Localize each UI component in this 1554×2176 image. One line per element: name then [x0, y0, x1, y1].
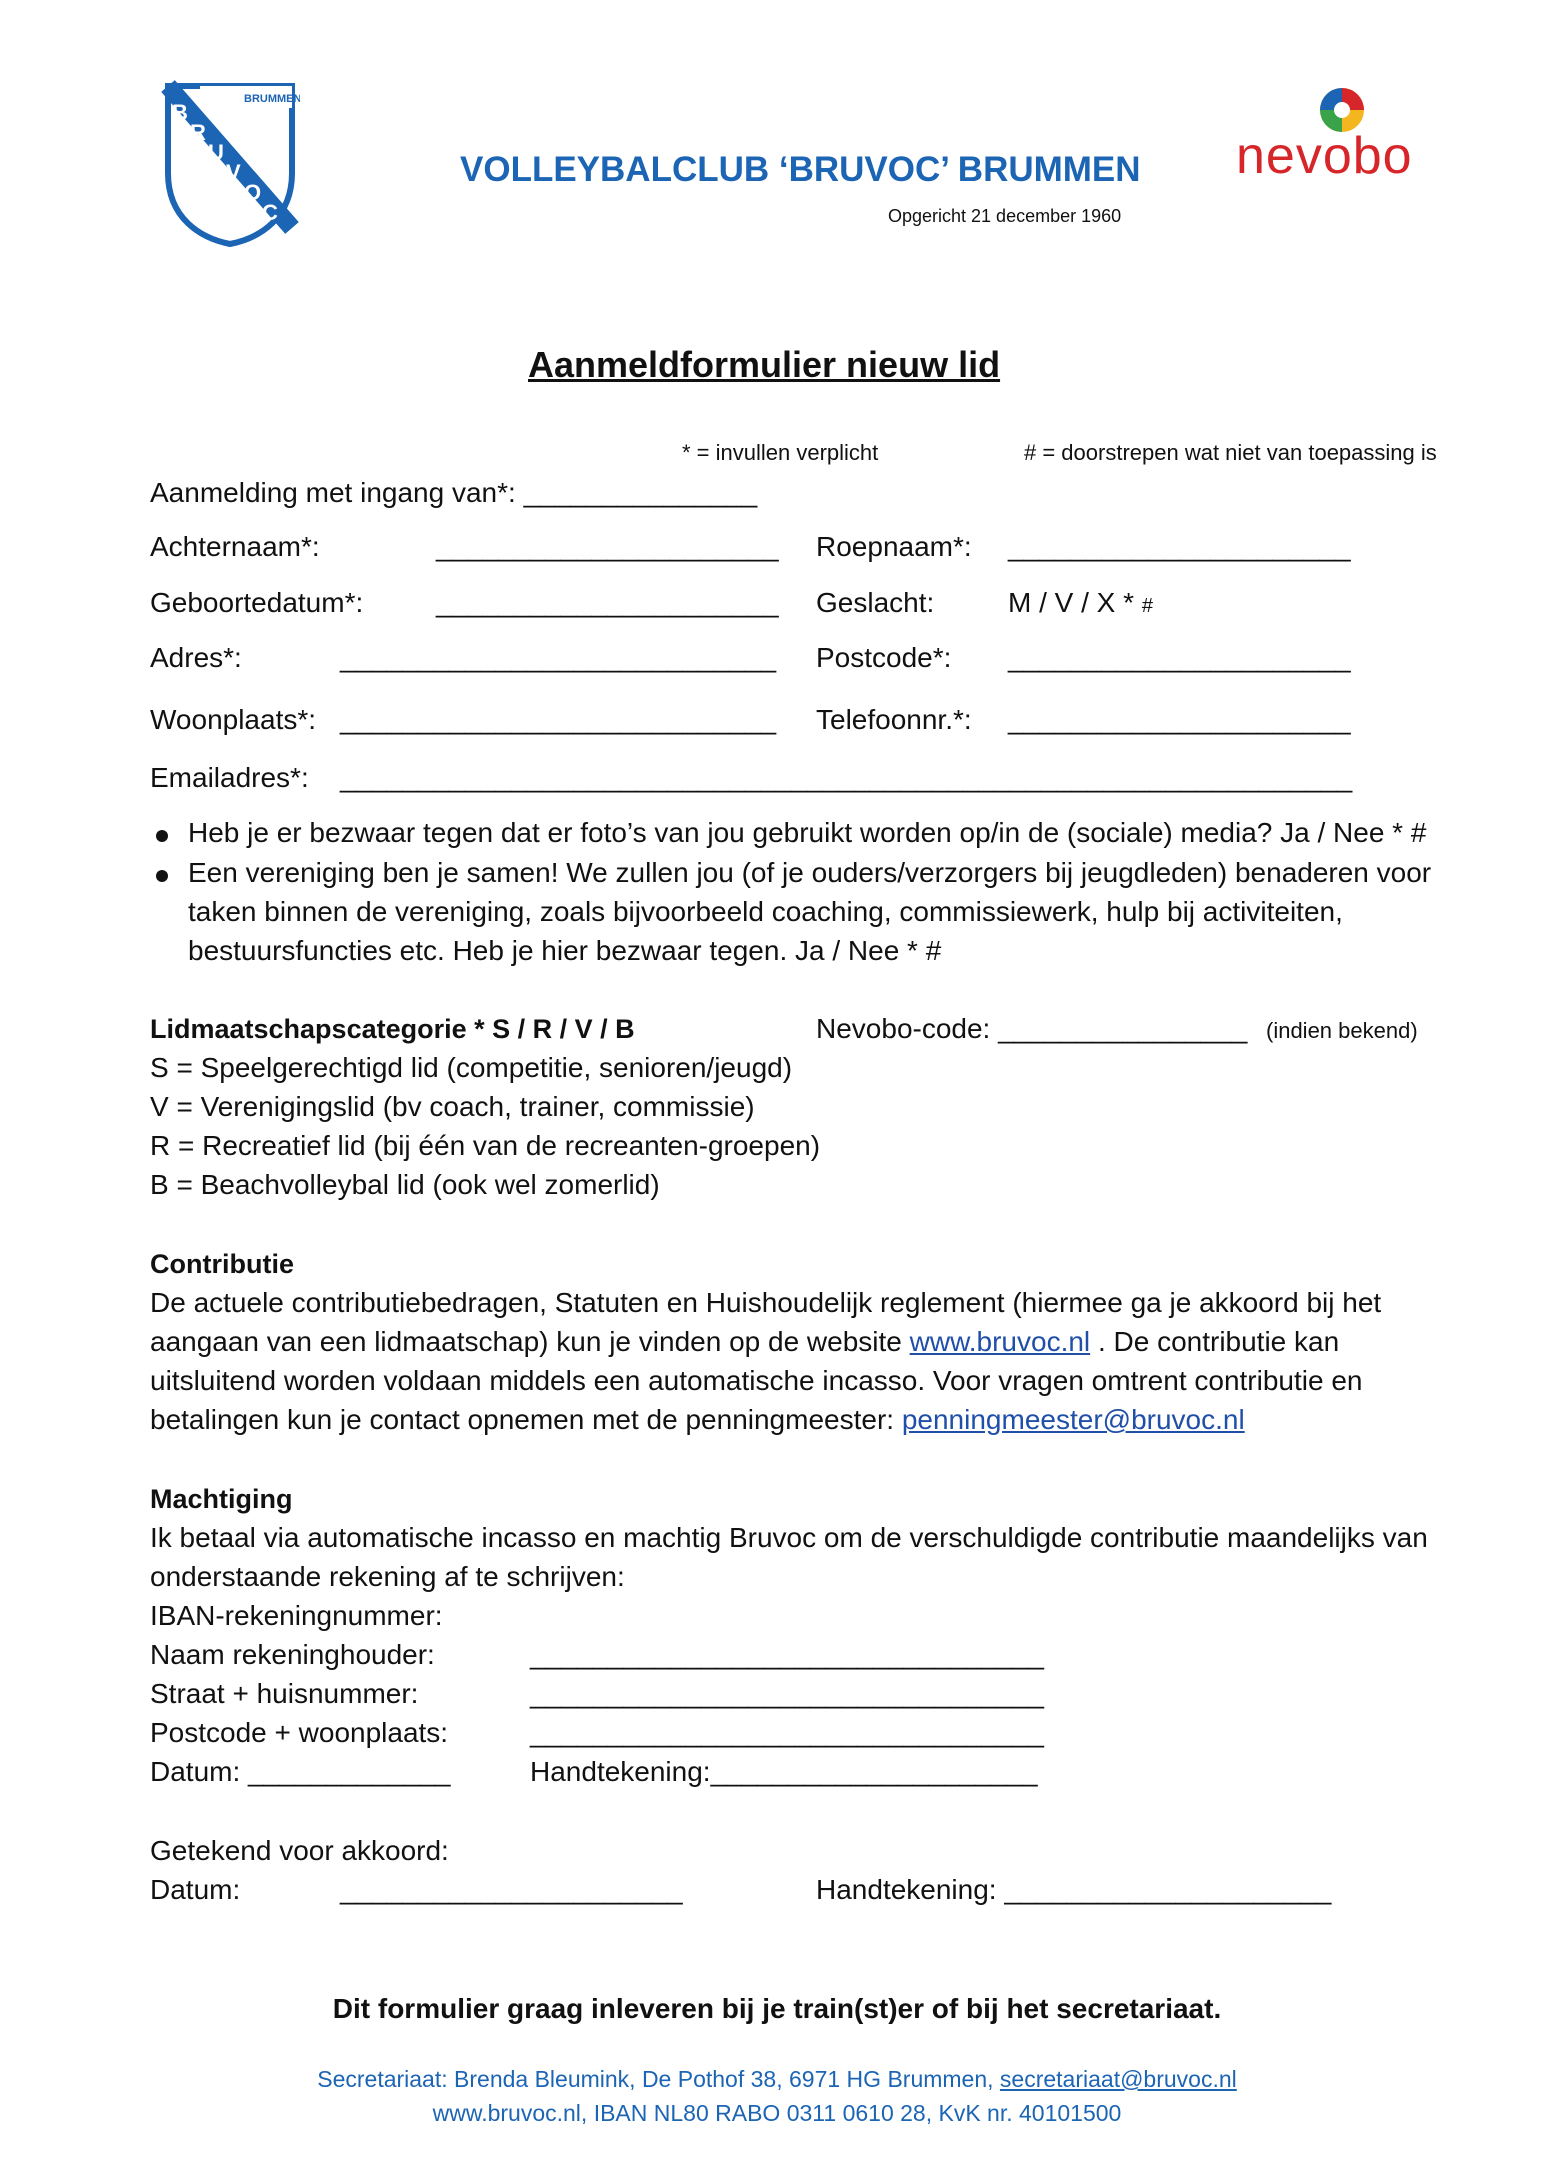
postcode-label: Postcode*:	[816, 642, 952, 673]
logo-letter: U	[208, 140, 224, 165]
gender-hash: #	[1141, 595, 1153, 617]
footer-secretariat-text: Secretariaat: Brenda Bleumink, De Pothof 38, 6971 HG Brummen,	[317, 2066, 994, 2092]
postcode-field[interactable]: ______________________	[1008, 642, 1351, 673]
account-holder-label: Naam rekeninghouder:	[150, 1639, 435, 1670]
lastname-label: Achternaam*:	[150, 531, 320, 562]
bullet-dot	[156, 870, 168, 882]
machtiging-line2: onderstaande rekening af te schrijven:	[150, 1561, 625, 1592]
nevobo-code-note: (indien bekend)	[1266, 1018, 1418, 1043]
contributie-line1: De actuele contributiebedragen, Statuten en Huishoudelijk reglement (hiermee ga je akkoord bij het	[150, 1287, 1382, 1318]
logo-brummen-text: BRUMMEN	[244, 93, 300, 105]
email-field[interactable]: _________________________________________________________________	[340, 762, 1353, 793]
contributie-line2	[150, 1325, 1339, 1359]
machtiging-heading: Machtiging	[150, 1484, 293, 1514]
street-label: Straat + huisnummer:	[150, 1678, 419, 1709]
city-field[interactable]: ____________________________	[340, 704, 777, 735]
legend-strike: # = doorstrepen wat niet van toepassing is	[1024, 440, 1437, 465]
phone-field[interactable]: ______________________	[1008, 704, 1351, 735]
contributie-line4-text: betalingen kun je contact opnemen met de penningmeester:	[150, 1404, 895, 1435]
city-label: Woonplaats*:	[150, 704, 317, 735]
membership-line-r: R = Recreatief lid (bij één van de recreanten-groepen)	[150, 1130, 821, 1161]
address-field[interactable]: ____________________________	[340, 642, 777, 673]
membership-heading: Lidmaatschapscategorie * S / R / V / B	[150, 1014, 635, 1044]
logo-letter: V	[226, 160, 241, 185]
contributie-heading: Contributie	[150, 1249, 294, 1279]
founded-date: Opgericht 21 december 1960	[888, 206, 1122, 226]
bullet-media-consent: Heb je er bezwaar tegen dat er foto’s van jou gebruikt worden op/in de (sociale) media? Ja / Nee * #	[188, 817, 1427, 848]
logo-letter: O	[244, 180, 262, 205]
lastname-field[interactable]: ______________________	[436, 531, 779, 562]
bullet-volunteer-line1: Een vereniging ben je samen! We zullen jou (of je ouders/verzorgers bij jeugdleden) benaderen voor	[188, 857, 1432, 888]
agreement-heading: Getekend voor akkoord:	[150, 1835, 449, 1866]
nevobo-wordmark: nevobo	[1236, 127, 1413, 185]
website-link[interactable]: www.bruvoc.nl	[909, 1326, 1091, 1357]
logo-letter: R	[190, 120, 206, 145]
footer-secretariat	[0, 2066, 1554, 2093]
treasurer-email-link[interactable]: penningmeester@bruvoc.nl	[901, 1404, 1245, 1435]
mandate-signature-field[interactable]: Handtekening:_____________________	[530, 1756, 1038, 1787]
street-field[interactable]: _________________________________	[530, 1678, 1044, 1709]
birthdate-field[interactable]: ______________________	[436, 587, 779, 618]
legend-required: * = invullen verplicht	[682, 440, 879, 465]
agreement-date-field[interactable]: ______________________	[340, 1874, 683, 1905]
account-holder-field[interactable]: _________________________________	[530, 1639, 1044, 1670]
firstname-field[interactable]: ______________________	[1008, 531, 1351, 562]
bullet-volunteer-line3: bestuursfuncties etc. Heb je hier bezwaar tegen. Ja / Nee * #	[188, 935, 942, 966]
start-date-field[interactable]: Aanmelding met ingang van*: _______________	[150, 477, 758, 508]
contributie-line2-tail: . De contributie kan	[1097, 1326, 1340, 1357]
birthdate-label: Geboortedatum*:	[150, 587, 364, 618]
agreement-signature-field[interactable]: Handtekening: _____________________	[816, 1874, 1332, 1905]
address-label: Adres*:	[150, 642, 242, 673]
firstname-label: Roepnaam*:	[816, 531, 972, 562]
logo-letter: B	[172, 100, 188, 125]
bruvoc-logo	[160, 78, 300, 248]
club-name: VOLLEYBALCLUB ‘BRUVOC’ BRUMMEN	[460, 150, 1141, 189]
bullet-dot	[156, 830, 168, 842]
contributie-line2-text: aangaan van een lidmaatschap) kun je vinden op de website	[150, 1326, 902, 1357]
postcode-city-field[interactable]: _________________________________	[530, 1717, 1044, 1748]
iban-label: IBAN-rekeningnummer:	[150, 1600, 443, 1631]
membership-line-v: V = Verenigingslid (bv coach, trainer, commissie)	[150, 1091, 755, 1122]
nevobo-code-field[interactable]: Nevobo-code: ________________	[816, 1013, 1248, 1044]
footer-registration: www.bruvoc.nl, IBAN NL80 RABO 0311 0610 28, KvK nr. 40101500	[432, 2100, 1122, 2126]
mandate-date-field[interactable]: Datum: _____________	[150, 1756, 451, 1787]
bullet-volunteer-line2: taken binnen de vereniging, zoals bijvoorbeeld coaching, commissiewerk, hulp bij activiteiten,	[188, 896, 1343, 927]
membership-line-s: S = Speelgerechtigd lid (competitie, senioren/jeugd)	[150, 1052, 793, 1083]
gender-value: M / V / X *	[1008, 587, 1135, 618]
machtiging-line1: Ik betaal via automatische incasso en machtig Bruvoc om de verschuldigde contributie maandelijks van	[150, 1522, 1428, 1553]
logo-letter: C	[262, 200, 278, 225]
phone-label: Telefoonnr.*:	[816, 704, 972, 735]
postcode-city-label: Postcode + woonplaats:	[150, 1717, 449, 1748]
contributie-line4	[150, 1403, 1245, 1437]
form-title: Aanmeldformulier nieuw lid	[528, 344, 1001, 385]
submit-note: Dit formulier graag inleveren bij je train(st)er of bij het secretariaat.	[332, 1993, 1222, 2024]
contributie-line3: uitsluitend worden voldaan middels een automatische incasso. Voor vragen omtrent contributie en	[150, 1365, 1363, 1396]
secretariat-email-link[interactable]: secretariaat@bruvoc.nl	[999, 2066, 1237, 2092]
agreement-date-label: Datum:	[150, 1874, 241, 1905]
gender-label: Geslacht:	[816, 587, 935, 618]
nevobo-logo	[1236, 84, 1446, 184]
email-label: Emailadres*:	[150, 762, 309, 793]
gender-options[interactable]	[1008, 586, 1153, 623]
membership-line-b: B = Beachvolleybal lid (ook wel zomerlid)	[150, 1169, 660, 1200]
